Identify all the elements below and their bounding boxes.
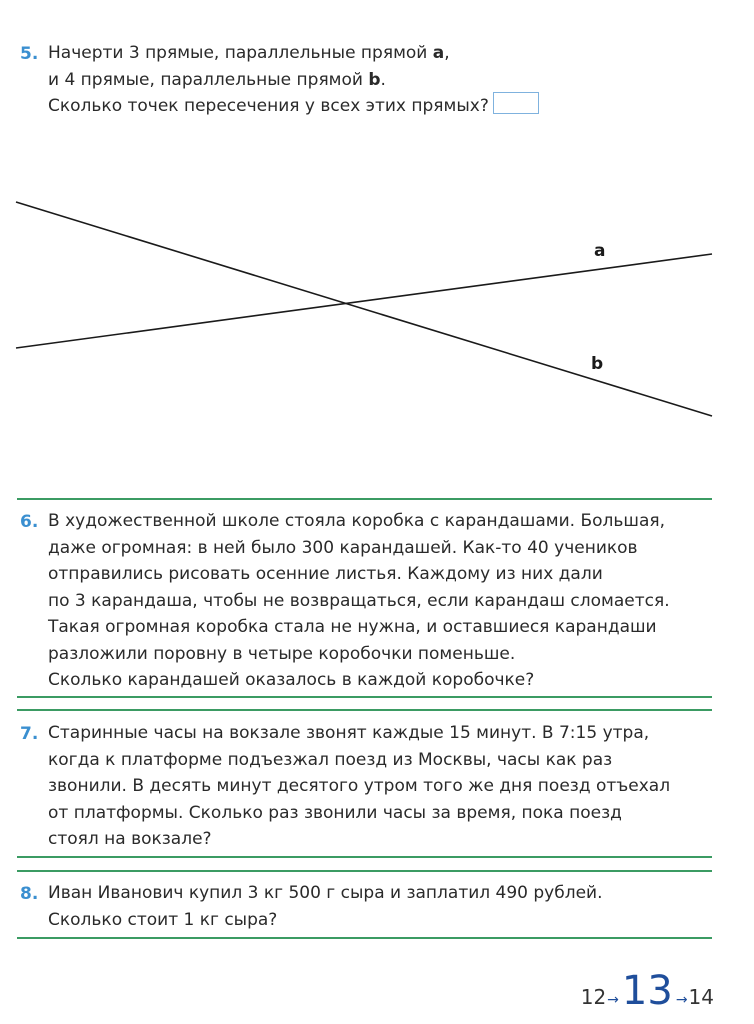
line-b — [16, 202, 712, 416]
task-text — [48, 880, 603, 933]
answer-line[interactable] — [17, 937, 712, 939]
task-line: Сколько точек пересечения у всех этих прямых? — [48, 93, 539, 120]
task-line: Сколько карандашей оказалось в каждой коробочке? — [48, 670, 535, 690]
divider — [17, 870, 712, 872]
task-line: Старинные часы на вокзале звонят каждые 15 минут. В 7:15 утра, — [48, 723, 650, 743]
next-page-number[interactable]: 14 — [688, 985, 714, 1009]
line-a-label: a — [594, 241, 606, 261]
answer-line[interactable] — [17, 856, 712, 858]
task-line: В художественной школе стояла коробка с карандашами. Большая, — [48, 511, 666, 531]
task-number: 7. — [20, 724, 39, 744]
task-line: звонили. В десять минут десятого утром того же дня поезд отъехал — [48, 776, 671, 796]
task-text — [48, 40, 539, 120]
answer-line[interactable] — [17, 696, 712, 698]
page-navigation — [581, 968, 714, 1014]
task-line: и 4 прямые, параллельные прямой b. — [48, 69, 386, 90]
task-line: когда к платформе подъезжал поезд из Москвы, часы как раз — [48, 749, 613, 770]
task-line: даже огромная: в ней было 300 карандашей. Как-то 40 учеников — [48, 537, 638, 558]
line-b-label: b — [591, 354, 604, 374]
task-text — [48, 720, 670, 853]
current-page-number: 13 — [621, 968, 673, 1014]
task-line: разложили поровну в четыре коробочки поменьше. — [48, 643, 516, 664]
task-number: 8. — [20, 884, 39, 904]
task-line: Такая огромная коробка стала не нужна, и оставшиеся карандаши — [48, 617, 657, 637]
prev-page-number[interactable]: 12 — [580, 985, 607, 1009]
task-line: Сколько стоит 1 кг сыра? — [48, 909, 278, 930]
arrow-right-icon: → — [607, 992, 619, 1008]
answer-input-box[interactable] — [493, 92, 539, 114]
task-line: от платформы. Сколько раз звонили часы за время, пока поезд — [48, 802, 622, 823]
line-a — [16, 254, 712, 348]
lines-figure — [0, 190, 754, 430]
task-number: 6. — [20, 512, 39, 532]
task-line: отправились рисовать осенние листья. Каждому из них дали — [48, 564, 603, 584]
task-line: стоял на вокзале? — [48, 829, 212, 849]
task-text — [48, 508, 670, 694]
task-number: 5. — [20, 44, 39, 64]
task-line: по 3 карандаша, чтобы не возвращаться, если карандаш сломается. — [48, 590, 670, 611]
task-line: Начерти 3 прямые, параллельные прямой a, — [48, 43, 450, 63]
task-line: Иван Иванович купил 3 кг 500 г сыра и заплатил 490 рублей. — [48, 883, 603, 903]
divider — [17, 498, 712, 500]
arrow-right-icon: → — [675, 992, 688, 1008]
divider — [17, 709, 712, 711]
